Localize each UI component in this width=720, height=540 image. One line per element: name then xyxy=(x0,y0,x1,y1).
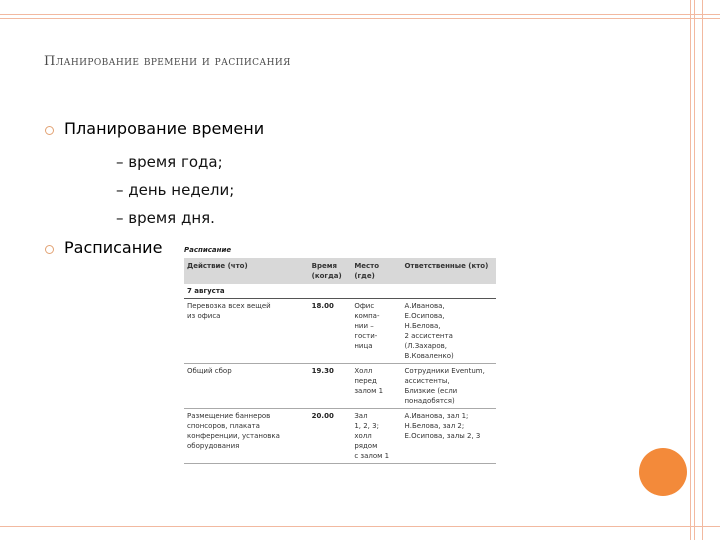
column-header-place: Место (где) xyxy=(351,258,401,284)
schedule-caption: Расписание xyxy=(184,246,232,254)
cell-text: (Л.Захаров, xyxy=(404,342,447,350)
slide-border-line xyxy=(0,18,720,19)
cell-text: спонсоров, плаката xyxy=(187,422,260,430)
sub-item-weekday: – день недели; xyxy=(116,181,235,199)
cell-text: понадобятся) xyxy=(404,397,455,405)
sub-item-season: – время года; xyxy=(116,153,223,171)
cell-text: Н.Белова, зал 2; xyxy=(404,422,465,430)
cell-text: гости- xyxy=(354,332,378,340)
slide-title: Планирование времени и расписания xyxy=(44,54,291,69)
cell-text: оборудования xyxy=(187,442,240,450)
slide-border-line xyxy=(0,526,720,527)
place-cell xyxy=(351,299,401,364)
table-row xyxy=(184,409,496,464)
bullet-time-planning: Планирование времени xyxy=(64,119,265,138)
schedule-table-figure xyxy=(184,246,496,464)
cell-text: конференции, установка xyxy=(187,432,280,440)
column-header-action: Действие (что) xyxy=(184,258,309,284)
responsible-cell xyxy=(401,364,496,409)
cell-text: А.Иванова, xyxy=(404,302,445,310)
cell-text: перед xyxy=(354,377,377,385)
bullet-icon xyxy=(45,126,54,135)
cell-text: рядом xyxy=(354,442,378,450)
table-row xyxy=(184,364,496,409)
action-cell xyxy=(184,409,309,464)
cell-text: Сотрудники Eventum, xyxy=(404,367,485,375)
cell-text: Близкие (если xyxy=(404,387,458,395)
cell-text: А.Иванова, зал 1; xyxy=(404,412,469,420)
slide-border-line xyxy=(0,14,720,15)
place-cell xyxy=(351,364,401,409)
table-header-row xyxy=(184,258,496,284)
cell-text: Перевозка всех вещей xyxy=(187,302,271,310)
action-cell xyxy=(184,364,309,409)
time-cell: 20.00 xyxy=(309,409,352,464)
table-row xyxy=(184,299,496,364)
column-header-responsible: Ответственные (кто) xyxy=(401,258,496,284)
place-cell xyxy=(351,409,401,464)
slide-border-line xyxy=(694,0,695,540)
cell-text: с залом 1 xyxy=(354,452,390,460)
cell-text: Е.Осипова, xyxy=(404,312,445,320)
slide-border-line xyxy=(702,0,703,540)
cell-text: ассистенты, xyxy=(404,377,450,385)
cell-text: Общий сбор xyxy=(187,367,232,375)
cell-text: из офиса xyxy=(187,312,221,320)
time-cell: 19.30 xyxy=(309,364,352,409)
cell-text: Н.Белова, xyxy=(404,322,441,330)
cell-text: нии – xyxy=(354,322,374,330)
responsible-cell xyxy=(401,409,496,464)
cell-text: компа- xyxy=(354,312,380,320)
cell-text: Зал xyxy=(354,412,368,420)
sub-item-daytime: – время дня. xyxy=(116,209,215,227)
action-cell xyxy=(184,299,309,364)
bullet-schedule: Расписание xyxy=(64,238,163,257)
decorative-circle xyxy=(639,448,687,496)
cell-text: Е.Осипова, залы 2, 3 xyxy=(404,432,481,440)
cell-text: В.Коваленко) xyxy=(404,352,454,360)
cell-text: 1, 2, 3; xyxy=(354,422,379,430)
table-day-row xyxy=(184,284,496,299)
schedule-table xyxy=(184,258,496,464)
cell-text: холл xyxy=(354,432,372,440)
cell-text: ница xyxy=(354,342,373,350)
cell-text: Холл xyxy=(354,367,373,375)
cell-text: залом 1 xyxy=(354,387,384,395)
bullet-icon xyxy=(45,245,54,254)
cell-text: 2 ассистента xyxy=(404,332,453,340)
cell-text: Офис xyxy=(354,302,375,310)
slide-border-line xyxy=(690,0,691,540)
time-cell: 18.00 xyxy=(309,299,352,364)
day-label: 7 августа xyxy=(184,284,496,299)
column-header-time: Время (когда) xyxy=(309,258,352,284)
cell-text: Размещение баннеров xyxy=(187,412,271,420)
responsible-cell xyxy=(401,299,496,364)
